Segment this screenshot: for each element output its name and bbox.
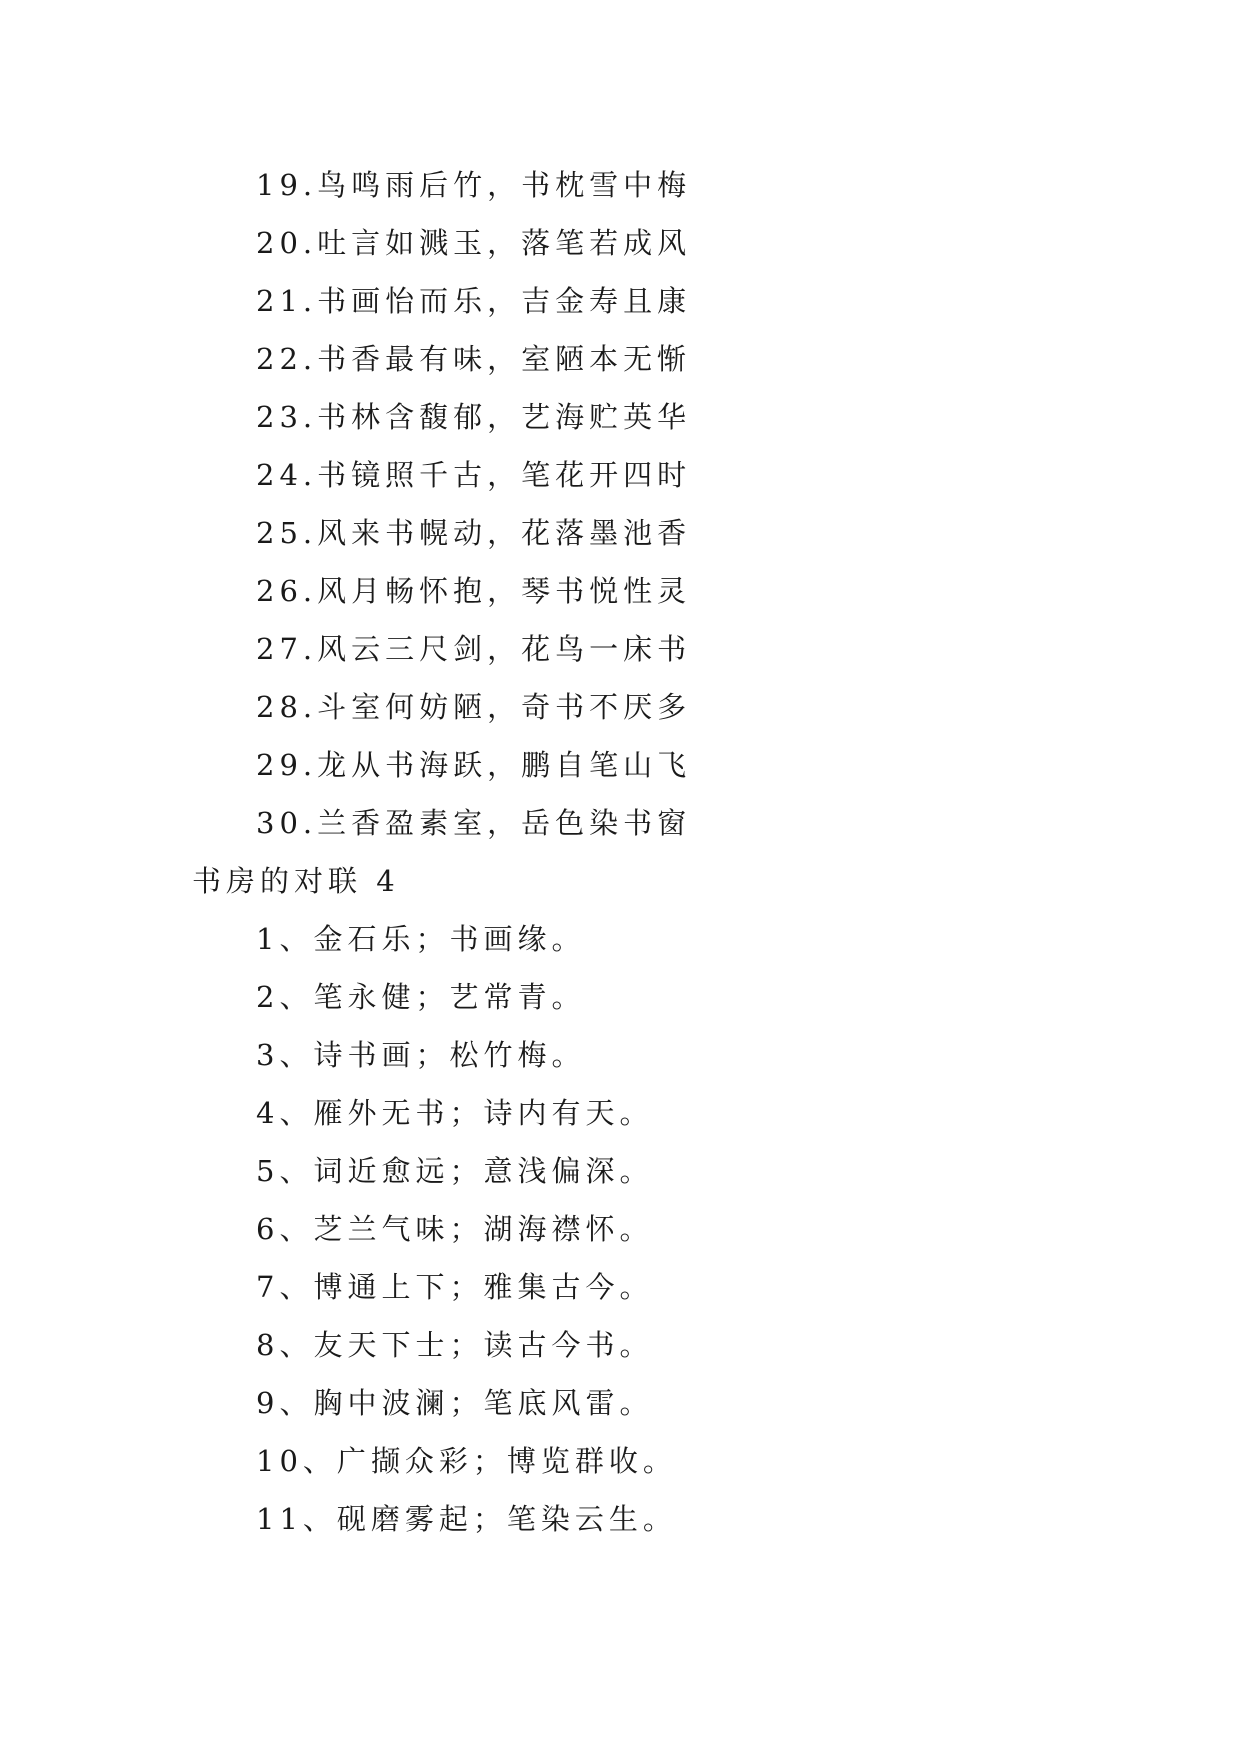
couplet-line: 7、博通上下；雅集古今。: [256, 1270, 654, 1304]
couplet-line: 29.龙从书海跃，鹏自笔山飞: [256, 748, 692, 782]
couplet-line: 2、笔永健；艺常青。: [256, 980, 586, 1014]
couplet-line: 23.书林含馥郁，艺海贮英华: [256, 400, 692, 434]
couplet-line: 25.风来书幌动，花落墨池香: [256, 516, 692, 550]
couplet-line: 11、砚磨雾起；笔染云生。: [256, 1502, 677, 1536]
couplet-line: 26.风月畅怀抱，琴书悦性灵: [256, 574, 692, 608]
couplet-line: 6、芝兰气味；湖海襟怀。: [256, 1212, 654, 1246]
couplet-line: 28.斗室何妨陋，奇书不厌多: [256, 690, 692, 724]
couplet-line: 4、雁外无书；诗内有天。: [256, 1096, 654, 1130]
couplet-line: 21.书画怡而乐，吉金寿且康: [256, 284, 692, 318]
couplet-line: 20.吐言如溅玉，落笔若成风: [256, 226, 692, 260]
section-heading: 书房的对联 4: [192, 864, 400, 898]
couplet-line: 24.书镜照千古，笔花开四时: [256, 458, 692, 492]
couplet-line: 10、广撷众彩；博览群收。: [256, 1444, 677, 1478]
couplet-line: 5、词近愈远；意浅偏深。: [256, 1154, 654, 1188]
couplet-line: 30.兰香盈素室，岳色染书窗: [256, 806, 692, 840]
couplet-line: 9、胸中波澜；笔底风雷。: [256, 1386, 654, 1420]
couplet-line: 19.鸟鸣雨后竹，书枕雪中梅: [256, 168, 692, 202]
couplet-line: 1、金石乐；书画缘。: [256, 922, 586, 956]
couplet-line: 8、友天下士；读古今书。: [256, 1328, 654, 1362]
couplet-line: 3、诗书画；松竹梅。: [256, 1038, 586, 1072]
couplet-line: 27.风云三尺剑，花鸟一床书: [256, 632, 692, 666]
couplet-line: 22.书香最有味，室陋本无惭: [256, 342, 692, 376]
